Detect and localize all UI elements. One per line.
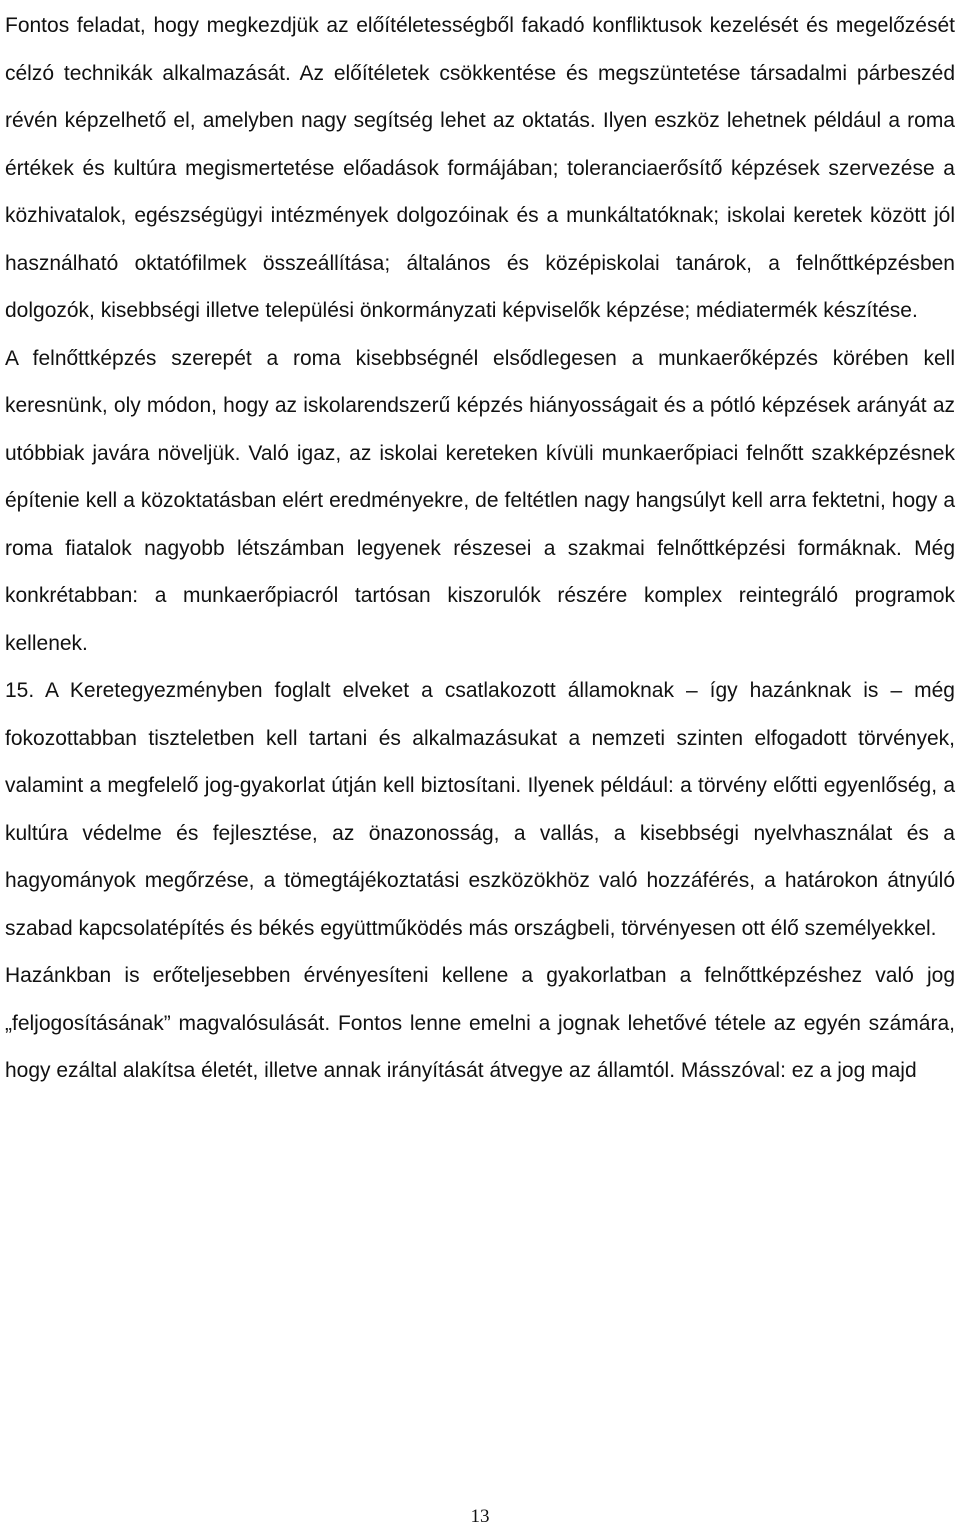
paragraph-prejudice-techniques: Fontos feladat, hogy megkezdjük az előítéletességből fakadó konfliktusok kezelését és megelőzését célzó technikák alkalmazását. Az előítéletek csökkentése és megszüntetése társadalmi párbeszéd révén képzelhető el, amelyben nagy segítség lehet az oktatás. Ilyen eszköz lehetnek például a roma értékek és kultúra megismertetése előadások formájában; toleranciaerősítő képzések szervezése a közhivatalok, egészségügyi intézmények dolgozóinak és a munkáltatóknak; iskolai keretek között jól használható oktatófilmek összeállítása; általános és középiskolai tanárok, a felnőttképzésben dolgozók, kisebbségi illetve települési önkormányzati képviselők képzése; médiatermék készítése. xyxy=(5,14,955,322)
paragraph-framework-convention: 15. A Keretegyezményben foglalt elveket a csatlakozott államoknak – így hazánknak is – még fokozottabban tiszteletben kell tartani és alkalmazásukat a nemzeti szinten elfogadott törvények, valamint a megfelelő jog-gyakorlat útján kell biztosítani. Ilyenek például: a törvény előtti egyenlőség, a kultúra védelme és fejlesztése, az önazonosság, a vallás, a kisebbségi nyelvhasználat és a hagyományok megőrzése, a tömegtájékoztatási eszközökhöz való hozzáférés, a határokon átnyúló szabad kapcsolatépítés és békés együttműködés más országbeli, törvényesen ott élő személyekkel. xyxy=(5,679,955,940)
paragraph-right-to-adult-education: Hazánkban is erőteljesebben érvényesíteni kellene a gyakorlatban a felnőttképzéshez való jog „feljogosításának” magvalósulását. Fontos lenne emelni a jognak lehetővé tétele az egyén számára, hogy ezáltal alakítsa életét, illetve annak irányítását átvegye az államtól. Másszóval: ez a jog majd xyxy=(5,964,955,1082)
body-text xyxy=(5,2,955,1095)
paragraph-adult-education-roma: A felnőttképzés szerepét a roma kisebbségnél elsődlegesen a munkaerőképzés körében kell keresnünk, oly módon, hogy az iskolarendszerű képzés hiányosságait és a pótló képzések arányát az utóbbiak javára növeljük. Való igaz, az iskolai kereteken kívüli munkaerőpiaci felnőtt szakképzésnek építenie kell a közoktatásban elért eredményekre, de feltétlen nagy hangsúlyt kell arra fektetni, hogy a roma fiatalok nagyobb létszámban legyenek részesei a szakmai felnőttképzési formáknak. Még konkrétabban: a munkaerőpiacról tartósan kiszorulók részére komplex reintegráló programok kellenek. xyxy=(5,346,955,655)
page-number: 13 xyxy=(470,1506,490,1527)
